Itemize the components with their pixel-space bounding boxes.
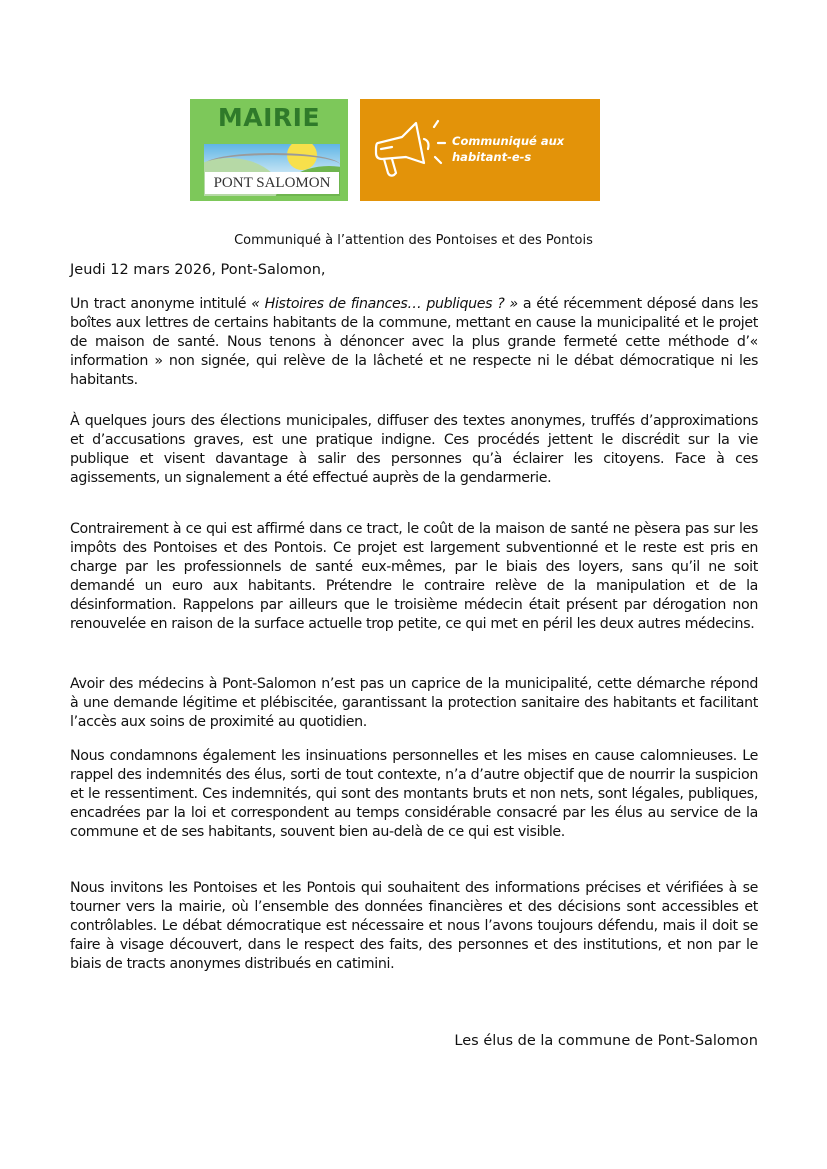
paragraph-1 <box>70 295 758 390</box>
mairie-logo <box>190 99 348 201</box>
mairie-logo-subtitle: PONT SALOMON <box>205 172 339 194</box>
paragraph-3: Contrairement à ce qui est affirmé dans ce tract, le coût de la maison de santé ne pèsera pas sur les impôts des Pontoises et des Pontois. Ce projet est largement subventionné et le reste est pris en charge par les professionnels de santé eux-mêmes, par le biais des loyers, sans qu’il ne soit demandé un euro aux habitants. Prétendre le contraire relève de la manipulation et de la désinformation. Rappelons par ailleurs que le troisième médecin était présent par dérogation non renouvelée en raison de la surface actuelle trop petite, ce qui met en péril les deux autres médecins. <box>70 521 758 632</box>
mairie-logo-title: MAIRIE <box>217 103 321 132</box>
paragraph-4: Avoir des médecins à Pont-Salomon n’est pas un caprice de la municipalité, cette démarche répond à une demande légitime et plébiscitée, garantissant la protection sanitaire des habitants et facilitant l’accès aux soins de proximité au quotidien. <box>70 676 758 730</box>
tract-title: « Histoires de finances… publiques ? » <box>251 296 518 312</box>
paragraph-6: Nous invitons les Pontoises et les Pontois qui souhaitent des informations précises et vérifiées à se tourner vers la mairie, où l’ensemble des données financières et des décisions sont accessibles et contrôlables. Le débat démocratique est nécessaire et nous l’avons toujours défendu, mais il doit se faire à visage découvert, dans le respect des faits, des personnes et des institutions, et non par le biais de tracts anonymes distribués en catimini. <box>70 880 758 972</box>
document-date-line: Jeudi 12 mars 2026, Pont-Salomon, <box>70 262 326 278</box>
megaphone-icon <box>372 119 448 181</box>
paragraph-5: Nous condamnons également les insinuations personnelles et les mises en cause calomnieuses. Le rappel des indemnités des élus, sorti de tout contexte, n’a d’autre objectif que de nourrir la suspicion et le ressentiment. Ces indemnités, qui sont des montants bruts et non nets, sont légales, publiques, encadrées par la loi et correspondent au temps considérable consacré par les élus au service de la commune et de ses habitants, souvent bien au-delà de ce qui est visible. <box>70 748 758 840</box>
paragraph-1-pre: Un tract anonyme intitulé <box>70 296 252 312</box>
communique-banner-text <box>452 133 597 165</box>
communique-banner <box>360 99 600 201</box>
communique-banner-line1: Communiqué aux <box>452 134 565 148</box>
document-title: Communiqué à l’attention des Pontoises et des Pontois <box>234 233 593 248</box>
paragraph-1-post: a été récemment déposé dans les boîtes aux lettres de certains habitants de la commune, mettant en cause la municipalité et le projet de maison de santé. Nous tenons à dénoncer avec la plus grande fermeté cette méthode d’« information » non signée, qui relève de la lâcheté et ne respecte ni le débat démocratique ni les habitants. <box>70 296 758 388</box>
signature: Les élus de la commune de Pont-Salomon <box>454 1033 758 1049</box>
paragraph-2: À quelques jours des élections municipales, diffuser des textes anonymes, truffés d’approximations et d’accusations graves, est une pratique indigne. Ces procédés jettent le discrédit sur la vie publique et visent davantage à salir des personnes qu’à éclairer les citoyens. Face à ces agissements, un signalement a été effectué auprès de la gendarmerie. <box>70 413 758 486</box>
communique-banner-line2: habitant-e-s <box>452 150 532 164</box>
